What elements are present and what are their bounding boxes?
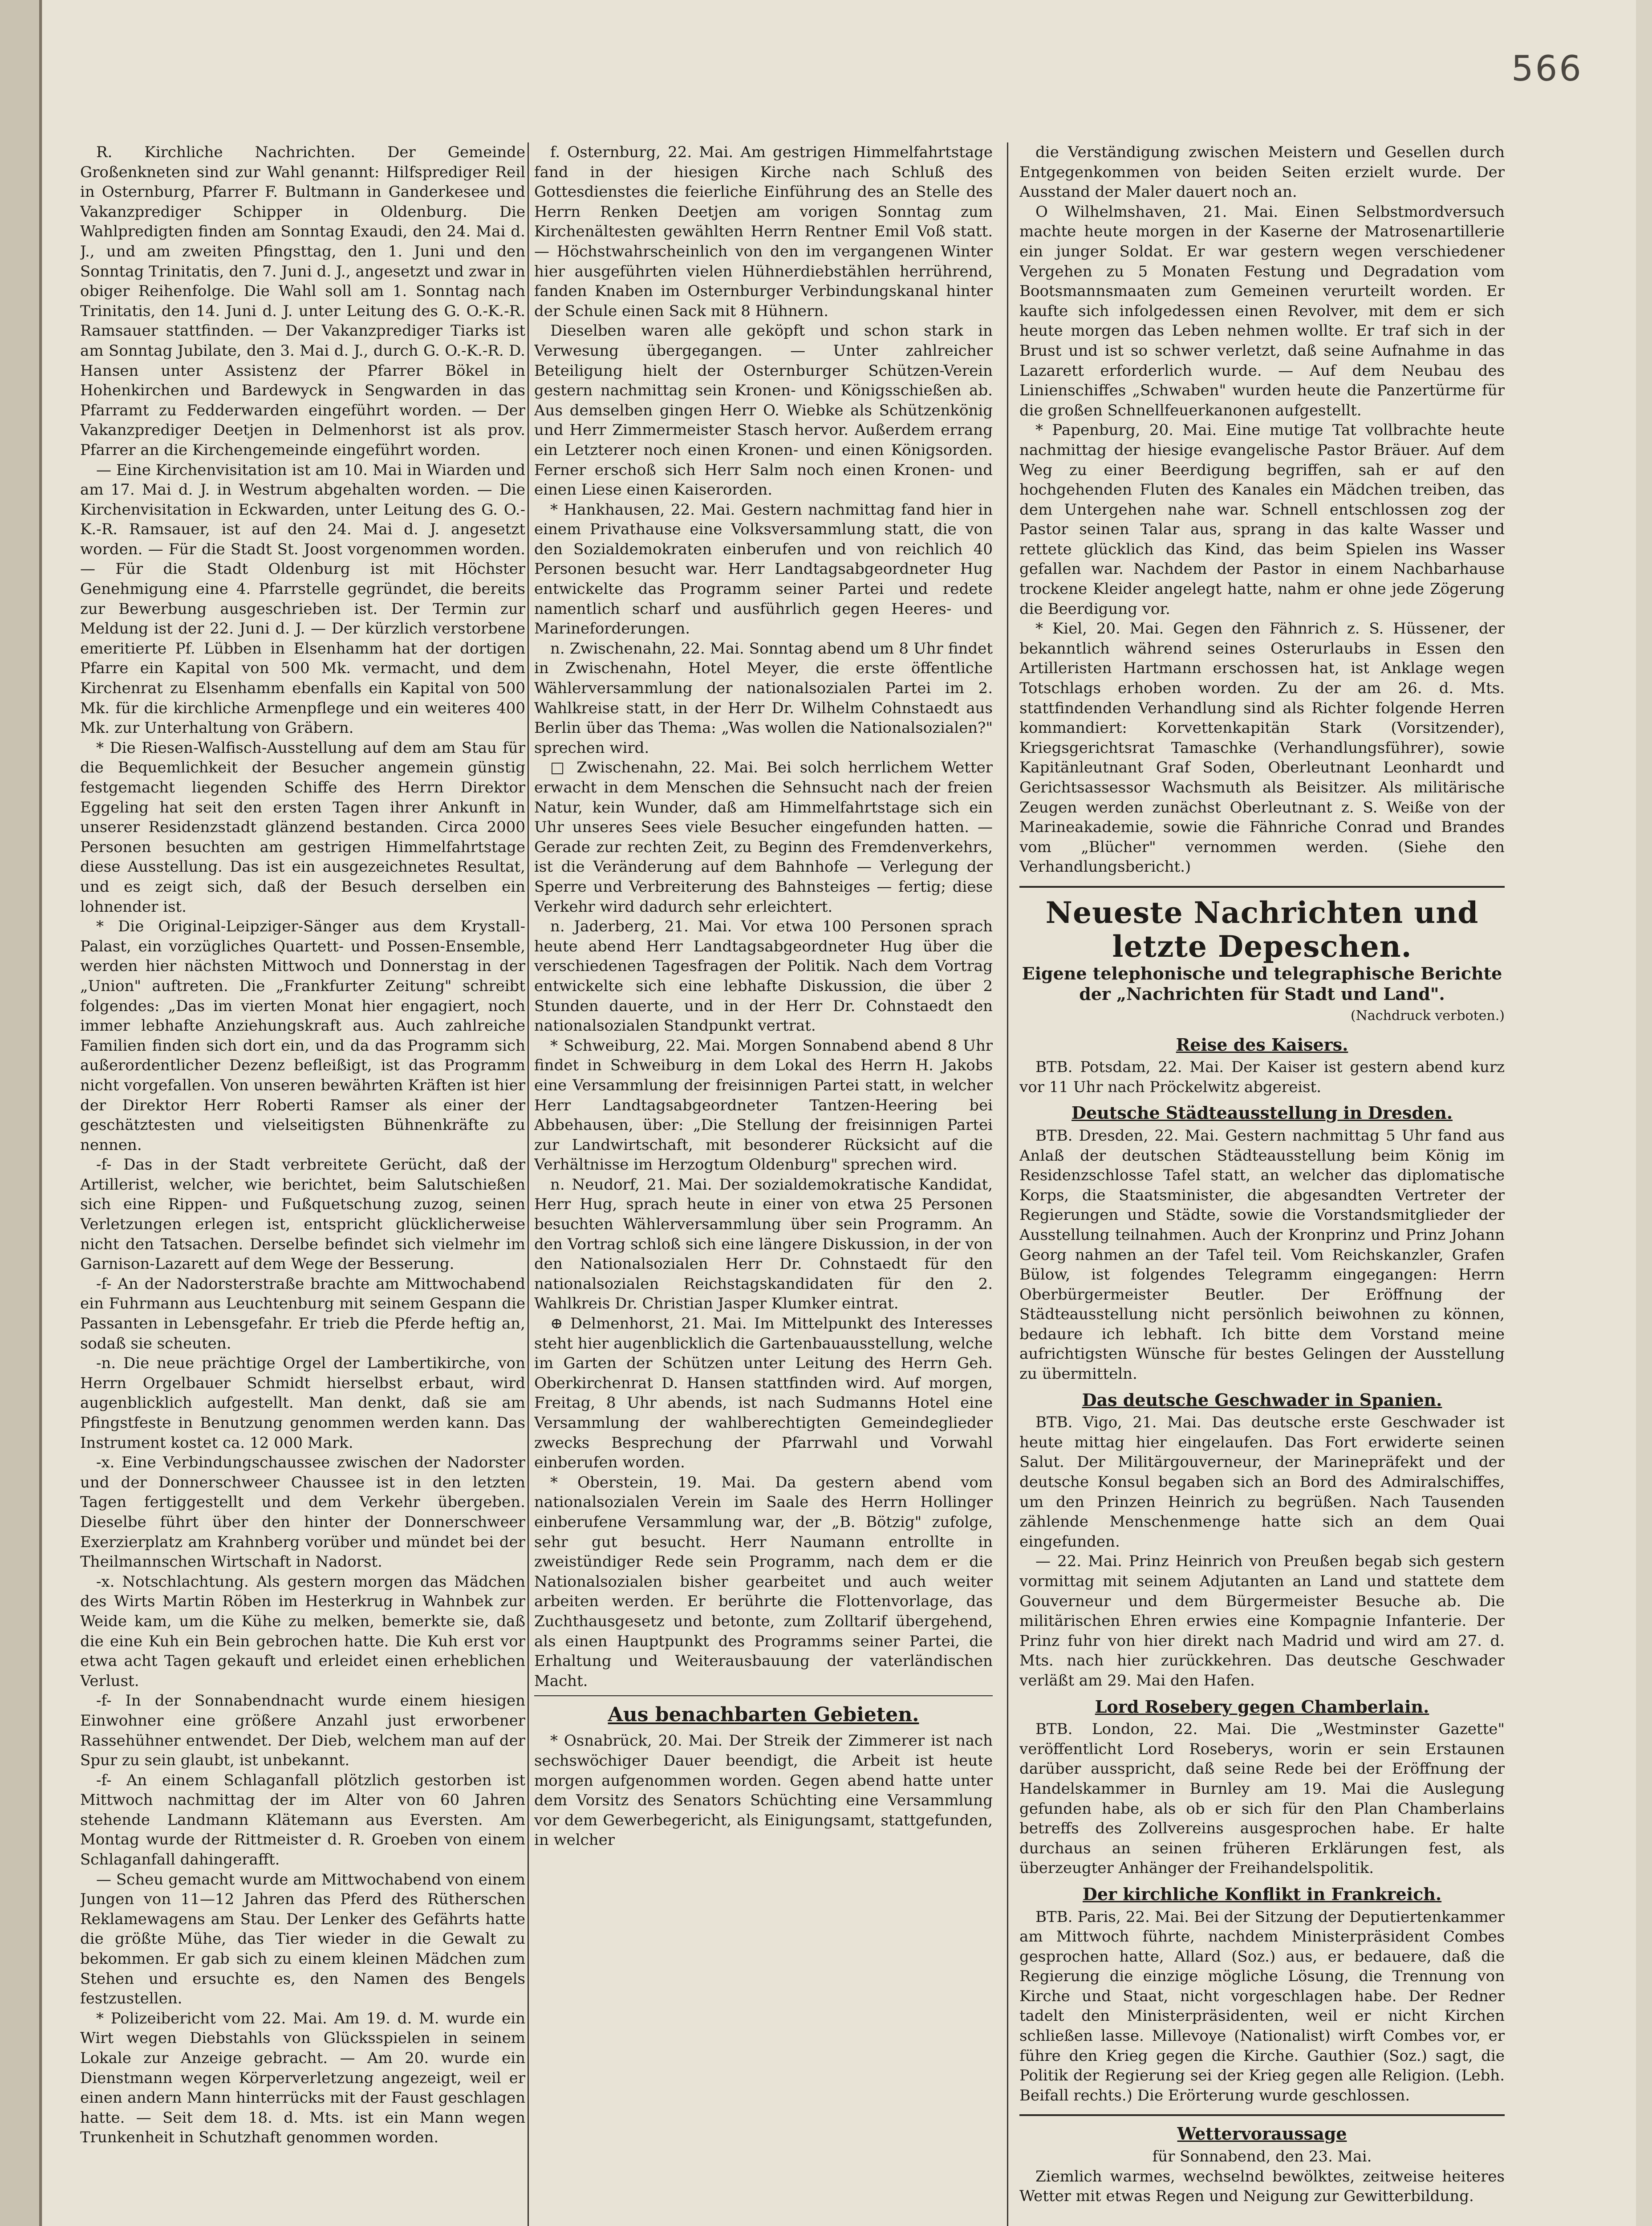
- article-polizeibericht: * Polizeibericht vom 22. Mai. Am 19. d. M. wurde ein Wirt wegen Diebstahls von Glücksspielen in seinem Lokale zur Anzeige gebracht. — Am 20. wurde ein Dienstmann wegen Körperverletzung angezeigt, weil er einen andern Mann hinterrücks mit der Faust geschlagen hatte. — Seit dem 18. d. Mts. ist ein Mann wegen Trunkenheit in Schutzhaft genommen worden.: [80, 2009, 525, 2147]
- heading-reise-kaisers: Reise des Kaisers.: [1176, 1034, 1348, 1055]
- article-schweiburg: * Schweiburg, 22. Mai. Morgen Sonnabend abend 8 Uhr findet in Schweiburg in dem Lokal des Herrn H. Jakobs eine Versammlung der freisinnigen Partei statt, in welcher Herr Landtagsabgeordneter Tantzen-Heering bei Abbehausen, über: „Die Stellung der freisinnigen Partei zur Landwirtschaft, mit besonderer Rücksicht auf die Verhältnisse im Herzogtum Oldenburg" sprechen wird.: [534, 1036, 993, 1174]
- article-neudorf: n. Neudorf, 21. Mai. Der sozialdemokratische Kandidat, Herr Hug, sprach heute in einer von etwa 25 Personen besuchten Wählerversammlung über sein Programm. An den Vortrag schloß sich eine längere Diskussion, in der von den Nationalsozialen Herr Dr. Cohnstaedt für den nationalsozialen Reichstagskandidaten für den 2. Wahlkreis Dr. Christian Jasper Klumker eintrat.: [534, 1175, 993, 1313]
- heading-geschwader-spanien: Das deutsche Geschwader in Spanien.: [1082, 1389, 1442, 1410]
- article-papenburg: * Papenburg, 20. Mai. Eine mutige Tat vollbrachte heute nachmittag der hiesige evangelische Pastor Bräuer. Auf dem Weg zu einer Beerdigung begriffen, sah er auf den hochgehenden Fluten des Kanales ein Mädchen treiben, das dem Untergehen nahe war. Schnell entschlossen zog der Pastor seinen Talar aus, sprang in das kalte Wasser und rettete glücklich das Kind, das beim Spielen ins Wasser gefallen war. Nachdem der Pastor in einem Nachbarhause trockene Kleider angelegt hatte, nahm er ohne jede Zögerung die Beerdigung vor.: [1019, 421, 1505, 618]
- article-notschlachtung: -x. Notschlachtung. Als gestern morgen das Mädchen des Wirts Martin Röben im Hesterkrug in Wahnbek zur Weide kam, um die Kühe zu melken, bemerkte sie, daß die eine Kuh ein Bein gebrochen hatte. Die Kuh erst vor etwa acht Tagen gekauft und erleidet einen erheblichen Verlust.: [80, 1572, 525, 1690]
- section-divider: [534, 1695, 993, 1696]
- article-potsdam: BTB. Potsdam, 22. Mai. Der Kaiser ist gestern abend kurz vor 11 Uhr nach Pröckelwitz abgereist.: [1019, 1058, 1505, 1096]
- article-zwischenahn-2: □ Zwischenahn, 22. Mai. Bei solch herrlichem Wetter erwacht in dem Menschen die Sehnsucht nach der freien Natur, kein Wunder, daß am Himmelfahrtstage sich ein Uhr unseres Sees viele Besucher eingefunden hatten. — Gerade zur rechten Zeit, zu Beginn des Fremdenverkehrs, ist die Veränderung auf dem Bahnhofe — Verlegung der Sperre und Verbreiterung des Bahnsteiges — fertig; diese Verkehr wird dadurch sehr erleichtert.: [534, 759, 993, 916]
- article-osternburg-schuetzen: Dieselben waren alle geköpft und schon stark in Verwesung übergegangen. — Unter zahlreicher Beteiligung hielt der Osternburger Schützen-Verein gestern nachmittag sein Kronen- und Königsschießen ab. Aus demselben gingen Herr O. Wiebke als Schützenkönig und Herr Zimmermeister Stasch hervor. Außerdem errang ein Letzterer noch einen Kronen- und einen Königsorden. Ferner erschoß sich Herr Salm noch einen Kronen- und einen Liese einen Kaiserorden.: [534, 322, 993, 499]
- article-vigo: BTB. Vigo, 21. Mai. Das deutsche erste Geschwader ist heute mittag hier eingelaufen. Das Fort erwiderte seinen Salut. Der Militärgouverneur, der Marinepräfekt und der deutsche Konsul begaben sich an Bord des Admiralschiffes, um den Prinzen Heinrich zu begrüßen. Nach Tausenden zählende Menschenmenge hatte sich an dem Quai eingefunden.: [1019, 1414, 1505, 1551]
- heading-konflikt-frankreich: Der kirchliche Konflikt in Frankreich.: [1082, 1884, 1442, 1904]
- adjacent-page-edge: [0, 0, 42, 2226]
- article-osnabrueck-cont: die Verständigung zwischen Meistern und Gesellen durch Entgegenkommen von beiden Seiten erzielt wurde. Der Ausstand der Maler dauert noch an.: [1019, 143, 1505, 201]
- heading-rosebery: Lord Rosebery gegen Chamberlain.: [1095, 1696, 1429, 1717]
- article-hankhausen: * Hankhausen, 22. Mai. Gestern nachmittag fand hier in einem Privathause eine Volksversammlung statt, die von den Sozialdemokraten einberufen und von reichlich 40 Personen besucht war. Herr Landtagsabgeordneter Hug entwickelte das Programm seiner Partei und redete namentlich scharf und ausführlich gegen Heeres- und Marineforderungen.: [534, 500, 993, 638]
- heading-staedteausstellung: Deutsche Städteausstellung in Dresden.: [1072, 1103, 1453, 1123]
- column-3: [1019, 142, 1505, 2226]
- article-vigo-2: — 22. Mai. Prinz Heinrich von Preußen begab sich gestern vormittag mit seinem Adjutanten an Land und stattete dem Gouverneur und dem Bürgermeister Besuche ab. Die militärischen Ehren erwies eine Kompagnie Infanterie. Der Prinz fuhr von hier direkt nach Madrid und wird am 27. d. Mts. nach hier zurückkehren. Das deutsche Geschwader verläßt am 29. Mai den Hafen.: [1019, 1552, 1505, 1690]
- weather-forecast: Ziemlich warmes, wechselnd bewölktes, zeitweise heiteres Wetter mit etwas Regen und Neigung zur Gewitterbildung.: [1019, 2167, 1505, 2206]
- section-subhead: Eigene telephonische und telegraphische Berichte der „Nachrichten für Stadt und Land".: [1022, 963, 1502, 1004]
- article-nadorsterstrasse: -f- An der Nadorsterstraße brachte am Mittwochabend ein Fuhrmann aus Leuchtenburg mit seinem Gespann die Passanten in Lebensgefahr. Er trieb die Pferde heftig an, sodaß sie scheuten.: [80, 1275, 525, 1353]
- article-jaderberg: n. Jaderberg, 21. Mai. Vor etwa 100 Personen sprach heute abend Herr Landtagsabgeordneter Hug über die verschiedenen Tagesfragen der Politik. Nach dem Vortrag entwickelte sich eine lebhafte Diskussion, die über 2 Stunden dauerte, und in der Herr Dr. Cohnstaedt den nationalsozialen Standpunkt vertrat.: [534, 918, 993, 1035]
- section-heading-nachbargebiete: Aus benachbarten Gebieten.: [608, 1703, 919, 1726]
- column-2: [534, 142, 993, 2226]
- article-kiel: * Kiel, 20. Mai. Gegen den Fähnrich z. S. Hüssener, der bekanntlich während seines Osterurlaubs in Essen den Artilleristen Hartmann erschossen hat, ist Anklage wegen Totschlags erhoben worden. Zu der am 26. d. Mts. stattfindenden Verhandlung sind als Richter folgende Herren kommandiert: Korvettenkapitän Stark (Vorsitzender), Kriegsgerichtsrat Tamaschke (Verhandlungsführer), sowie Kapitänleutnant Graf Soden, Oberleutnant Leonhardt und Gerichtsassessor Wachsmuth als Beisitzer. Als militärische Zeugen werden zunächst Oberleutnant z. S. Weiße von der Marineakademie, sowie die Fähnriche Conrad und Brandes vom „Blücher" vernommen werden. (Siehe den Verhandlungsbericht.): [1019, 620, 1505, 876]
- heading-wettervoraussage: Wettervoraussage: [1177, 2124, 1347, 2144]
- article-dresden: BTB. Dresden, 22. Mai. Gestern nachmittag 5 Uhr fand aus Anlaß der deutschen Städteausstellung beim König im Residenzschlosse Tafel statt, an welcher das diplomatische Korps, die Staatsminister, die abgesandten Vertreter der Regierungen und Städte, sowie die Vorstandsmitglieder der Ausstellung teilnahmen. Auch der Kronprinz und Prinz Johann Georg nahmen an der Tafel teil. Vom Reichskanzler, Grafen Bülow, ist folgendes Telegramm eingegangen: Herrn Oberbürgermeister Beutler. Der Eröffnung der Städteausstellung nicht persönlich beiwohnen zu können, bedaure ich lebhaft. Ich bitte dem Vorstand meine aufrichtigsten Wünsche für bestes Gelingen der Ausstellung zu übermitteln.: [1019, 1126, 1505, 1383]
- article-leipziger-saenger: * Die Original-Leipziger-Sänger aus dem Krystall-Palast, ein vorzügliches Quartett- und Possen-Ensemble, werden hier nächsten Mittwoch und Donnerstag in der „Union" auftreten. Die „Frankfurter Zeitung" schreibt folgendes: „Das im vierten Monat hier engagiert, noch immer lebhafte Anziehungskraft aus. Auch zahlreiche Familien finden sich dort ein, und da das Programm sich außerordentlicher Dezenz befleißigt, ist das Programm nicht vorgefallen. Von unseren bewährten Kräften ist hier der Direktor Herr Roberti Ramser als einer der geschätztesten und vielseitigsten Bühnenkräfte zu nennen.: [80, 918, 525, 1154]
- weather-date: für Sonnabend, den 23. Mai.: [1152, 2148, 1372, 2166]
- section-masthead: Neueste Nachrichten und letzte Depeschen.: [1045, 895, 1479, 964]
- weather-rule: [1019, 2114, 1505, 2116]
- page-number: 566: [1511, 49, 1583, 89]
- masthead-rule-top: [1019, 886, 1505, 888]
- column-rule-2: [1007, 142, 1008, 2226]
- article-geruecht: -f- Das in der Stadt verbreitete Gerücht, daß der Artillerist, welcher, wie berichtet, beim Salutschießen sich eine Rippen- und Fußquetschung zuzog, seinen Verletzungen erlegen ist, entspricht glücklicherweise nicht den Tatsachen. Derselbe befindet sich vielmehr im Garnison-Lazarett auf dem Wege der Besserung.: [80, 1156, 525, 1273]
- reprint-notice: (Nachdruck verboten.): [1350, 1007, 1505, 1024]
- article-verbindungschaussee: -x. Eine Verbindungschaussee zwischen der Nadorster und der Donnerschweer Chaussee ist in den letzten Tagen fertiggestellt und dem Verkehr übergeben. Dieselbe führt über den hinter der Donnerschweer Exerzierplatz am Krahnberg vorüber und mündet bei der Theilmannschen Wirtschaft in Nadorst.: [80, 1454, 525, 1571]
- article-osternburg: f. Osternburg, 22. Mai. Am gestrigen Himmelfahrtstage fand in der hiesigen Kirche nach Schluß des Gottesdienstes die feierliche Einführung des an Stelle des Herrn Renken Deetjen am vorigen Sonntag zum Kirchenältesten gewählten Herrn Rentner Emil Voß statt. — Höchstwahrscheinlich von den im vergangenen Winter hier ausgeführten vielen Hühnerdiebstählen herrührend, fanden Knaben im Osternburger Verbindungskanal hinter der Schule einen Sack mit 8 Hühnern.: [534, 143, 993, 320]
- page-gutter-line: [39, 0, 42, 2226]
- article-osnabrueck: * Osnabrück, 20. Mai. Der Streik der Zimmerer ist nach sechswöchiger Dauer beendigt, die Arbeit ist heute morgen aufgenommen worden. Gegen abend hatte unter dem Vorsitz des Senators Schüchting eine Versammlung vor dem Gewerbegericht, als Einigungsamt, stattgefunden, in welcher: [534, 1732, 993, 1849]
- article-delmenhorst: ⊕ Delmenhorst, 21. Mai. Im Mittelpunkt des Interesses steht hier augenblicklich die Gartenbauausstellung, welche im Garten der Schützen unter Leitung des Herrn Geh. Oberkirchenrat D. Hansen stattfinden wird. Auf morgen, Freitag, 8 Uhr abends, ist nach Sudmanns Hotel eine Versammlung der wahlberechtigten Gemeindeglieder zwecks Besprechung der Pfarrwahl und Vorwahl einberufen worden.: [534, 1315, 993, 1472]
- article-london: BTB. London, 22. Mai. Die „Westminster Gazette" veröffentlicht Lord Roseberys, worin er sein Erstaunen darüber ausspricht, daß seine Rede bei der Eröffnung der Handelskammer in Burnley am 19. Mai die Auslegung gefunden habe, als ob er sich für den Plan Chamberlains betreffs des Zollvereins ausgesprochen habe. Er halte durchaus an seinen früheren Erklärungen fest, als überzeugter Anhänger der Freihandelspolitik.: [1019, 1720, 1505, 1877]
- article-scheu-gemacht: — Scheu gemacht wurde am Mittwochabend von einem Jungen von 11—12 Jahren das Pferd des Rütherschen Reklamewagens am Stau. Der Lenker des Gefährts hatte die größte Mühe, das Tier wieder in die Gewalt zu bekommen. Er gab sich zu einem kleinen Mädchen zum Stehen und ersuchte es, den Namen des Bengels festzustellen.: [80, 1870, 525, 2008]
- article-schlaganfall: -f- An einem Schlaganfall plötzlich gestorben ist Mittwoch nachmittag der im Alter von 60 Jahren stehende Landmann Klätemann aus Eversten. Am Montag wurde der Rittmeister d. R. Groeben von einem Schlaganfall dahingerafft.: [80, 1771, 525, 1869]
- article-kirchliche-nachrichten: R. Kirchliche Nachrichten. Der Gemeinde Großenkneten sind zur Wahl genannt: Hilfsprediger Reil in Osternburg, Pfarrer F. Bultmann in Ganderkesee und Vakanzprediger Schipper in Oldenburg. Die Wahlpredigten finden am Sonntag Exaudi, den 24. Mai d. J., und am zweiten Pfingsttag, den 1. Juni und den Sonntag Trinitatis, den 7. Juni d. J., angesetzt und zwar in obiger Reihenfolge. Die Wahl soll am 1. Sonntag nach Trinitatis, den 14. Juni d. J. unter Leitung des G. O.-K.-R. Ramsauer stattfinden. — Der Vakanzprediger Tiarks ist am Sonntag Jubilate, den 3. Mai d. J., durch G. O.-K.-R. D. Hansen unter Assistenz der Pfarrer Bökel in Hohenkirchen und Bardewyck in Sengwarden in das Pfarramt zu Fedderwarden eingeführt worden. — Der Vakanzprediger Deetjen in Delmenhorst ist als prov. Pfarrer an die Kirchengemeinde eingeführt worden.: [80, 143, 525, 459]
- column-1: [80, 142, 525, 2226]
- article-orgel: -n. Die neue prächtige Orgel der Lambertikirche, von Herrn Orgelbauer Schmidt hierselbst erbaut, wird augenblicklich aufgestellt. Man denkt, daß sie am Pfingstfeste in Benutzung genommen werden kann. Das Instrument kostet ca. 12 000 Mark.: [80, 1354, 525, 1452]
- article-oberstein: * Oberstein, 19. Mai. Da gestern abend vom nationalsozialen Verein im Saale des Herrn Hollinger einberufene Versammlung war, der „B. Bötzig" zufolge, sehr gut besucht. Herr Naumann entrollte in zweistündiger Rede sein Programm, nach dem er die Nationalsozialen bisher gearbeitet und auch weiter arbeiten werden. Er berührte die Flottenvorlage, das Zuchthausgesetz und betonte, zum Zolltarif übergehend, als einen Hauptpunkt des Programms seiner Partei, die Erhaltung und Weiterausbauung der vaterländischen Macht.: [534, 1473, 993, 1690]
- article-sonnabendnacht: -f- In der Sonnabendnacht wurde einem hiesigen Einwohner eine größere Anzahl just erworbener Rassehühner entwendet. Der Dieb, welchem man auf der Spur zu sein glaubt, ist unbekannt.: [80, 1692, 525, 1770]
- article-paris: BTB. Paris, 22. Mai. Bei der Sitzung der Deputiertenkammer am Mittwoch führte, nachdem Ministerpräsident Combes gesprochen hatte, Allard (Soz.) aus, er bedauere, daß die Regierung die einzige mögliche Lösung, die Trennung von Kirche und Staat, nicht vorgeschlagen habe. Der Redner tadelt den Ministerpräsidenten, weil er nicht Kirchen schließen lasse. Millevoye (Nationalist) wirft Combes vor, er führe den Krieg gegen die Kirche. Gauthier (Soz.) sagt, die Politik der Regierung sei der Krieg gegen alle Religion. (Lebh. Beifall rechts.) Die Erörterung wurde geschlossen.: [1019, 1908, 1505, 2104]
- column-rule-1: [528, 142, 529, 2226]
- article-zwischenahn-1: n. Zwischenahn, 22. Mai. Sonntag abend um 8 Uhr findet in Zwischenahn, Hotel Meyer, die erste öffentliche Wählerversammlung der nationalsozialen Partei im 2. Wahlkreise statt, in der Herr Dr. Wilhelm Cohnstaedt aus Berlin über das Thema: „Was wollen die Nationalsozialen?" sprechen wird.: [534, 639, 993, 757]
- article-walfisch-ausstellung: * Die Riesen-Walfisch-Ausstellung auf dem am Stau für die Bequemlichkeit der Besucher angemein günstig festgemacht liegenden Schiffe des Herrn Direktor Eggeling hat seit den ersten Tagen ihrer Ankunft in unserer Residenzstadt glänzend bestanden. Circa 2000 Personen besuchten am gestrigen Himmelfahrtstage diese Ausstellung. Das ist ein ausgezeichnetes Resultat, und es zeigt sich, daß der Besuch derselben ein lohnender ist.: [80, 739, 525, 916]
- article-kirchenvisitation: — Eine Kirchenvisitation ist am 10. Mai in Wiarden und am 17. Mai d. J. in Westrum abgehalten worden. — Die Kirchenvisitation in Eckwarden, unter Leitung des G. O.-K.-R. Ramsauer, ist auf den 24. Mai d. J. angesetzt worden. — Für die Stadt St. Joost vorgenommen worden. — Für die Stadt Oldenburg ist mit Höchster Genehmigung eine 4. Pfarrstelle gegründet, die bereits zur Bewerbung ausgeschrieben ist. Der Termin zur Meldung ist der 22. Juni d. J. — Der kürzlich verstorbene emeritierte Pf. Lübben in Elsenhamm hat der dortigen Pfarre ein Kapital von 500 Mk. vermacht, und dem Kirchenrat zu Elsenhamm ebenfalls ein Kapital von 500 Mk. für die kirchliche Armenpflege und ein weiteres 400 Mk. zur Unterhaltung von Gräbern.: [80, 461, 525, 737]
- article-wilhelmshaven: O Wilhelmshaven, 21. Mai. Einen Selbstmordversuch machte heute morgen in der Kaserne der Matrosenartillerie ein junger Soldat. Er war gestern wegen verschiedener Vergehen zu 5 Monaten Festung und Degradation vom Bootsmannsmaaten zum Gemeinen verurteilt worden. Er kaufte sich infolgedessen einen Revolver, mit dem er sich heute morgen das Leben nehmen wollte. Er traf sich in der Brust und ist so schwer verletzt, daß seine Aufnahme in das Lazarett erforderlich wurde. — Auf dem Neubau des Linienschiffes „Schwaben" wurden heute die Panzertürme für die großen Schnellfeuerkanonen aufgestellt.: [1019, 203, 1505, 419]
